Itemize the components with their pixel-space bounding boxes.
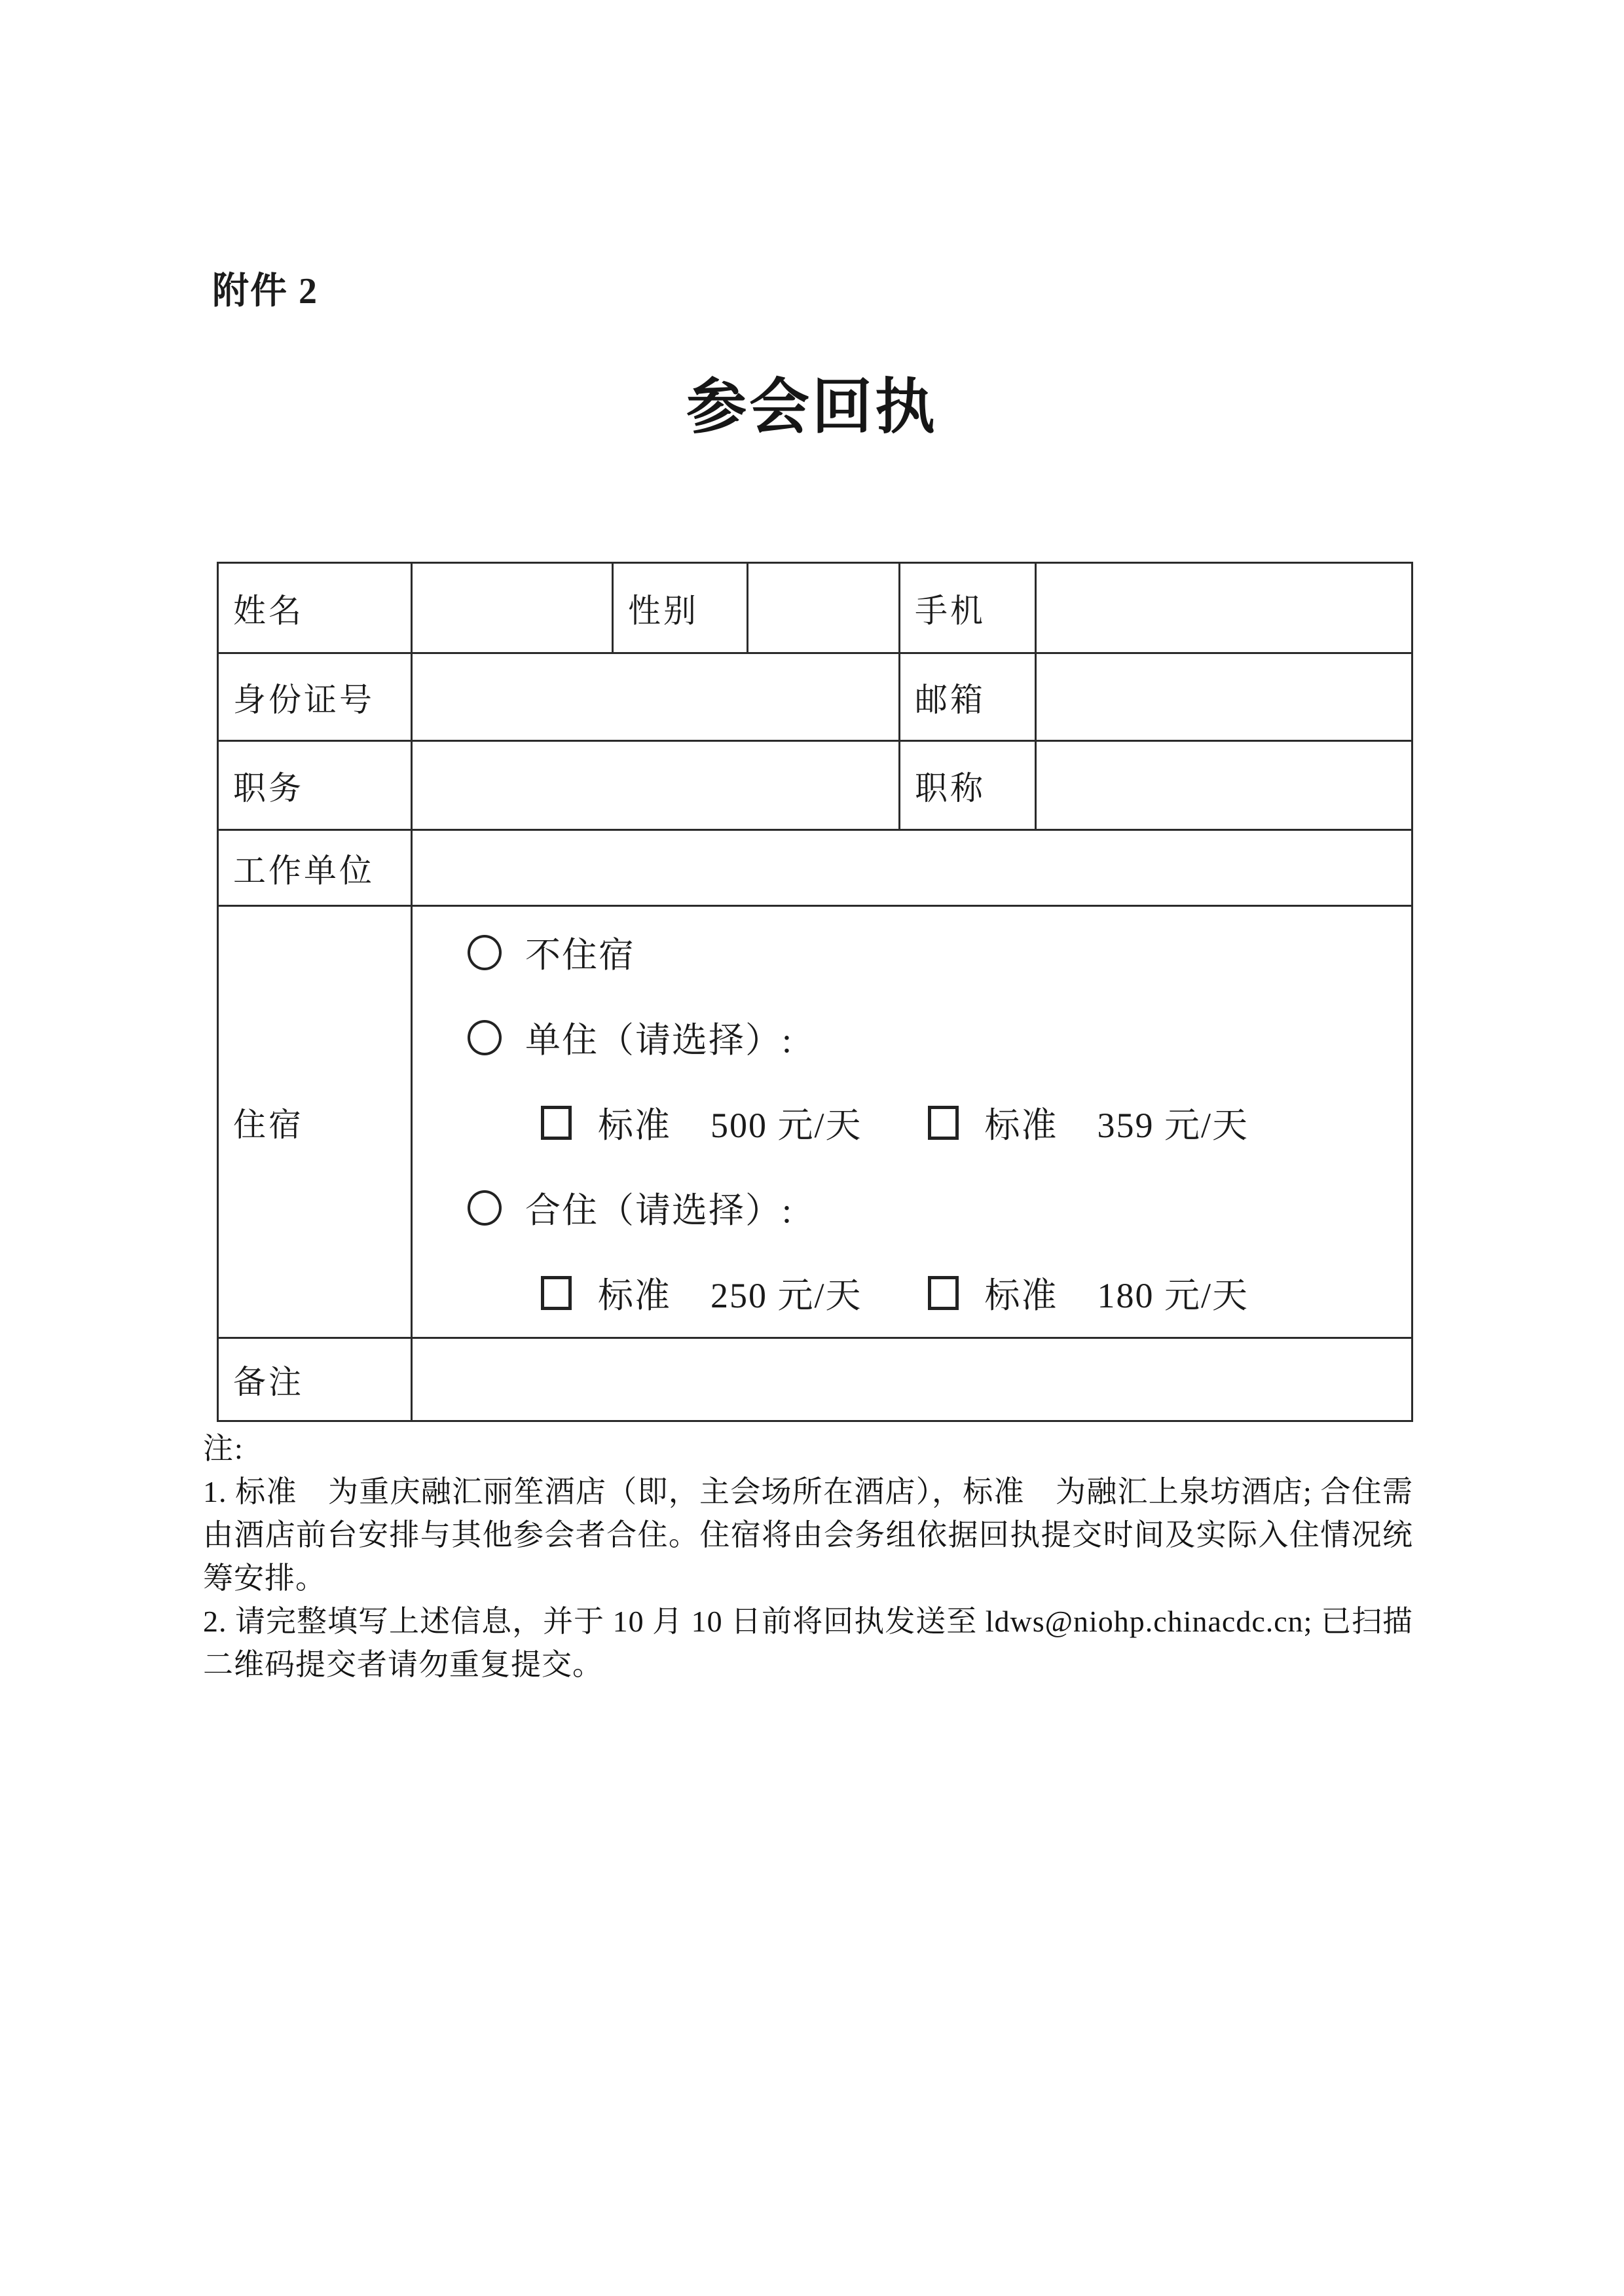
position-label: 职务 [218,741,412,830]
choice-price: 180 元/天 [1097,1276,1249,1315]
page-title: 参会回执 [686,374,938,441]
mobile-input-cell[interactable] [1036,563,1412,653]
option-shared [468,1165,1411,1250]
email-input-cell[interactable] [1036,653,1412,741]
checkbox-icon[interactable] [541,1106,572,1140]
mobile-label: 手机 [900,563,1036,653]
option-single [468,995,1411,1080]
checkbox-icon[interactable] [928,1276,959,1310]
checkbox-icon[interactable] [928,1106,959,1140]
choice-price: 250 元/天 [710,1276,862,1315]
option-single-label: 单住（请选择）: [525,1021,794,1060]
notes-heading: 注: [203,1432,244,1465]
choice-label: 标准 [598,1106,671,1145]
id-number-input-cell[interactable] [412,653,900,741]
single-choice-500 [541,1097,862,1148]
option-no-stay [468,910,1411,995]
choice-label: 标准 [984,1276,1058,1315]
shared-choice-180 [928,1267,1249,1318]
radio-icon[interactable] [468,1020,502,1055]
gender-input-cell[interactable] [748,563,900,653]
notes-item-2: 2. 请完整填写上述信息，并于 10 月 10 日前将回执发送至 ldws@niohp.chinacdc.cn; 已扫描二维码提交者请勿重复提交。 [203,1605,1413,1681]
attachment-label: 附件 2 [212,271,318,312]
single-choice-359 [928,1097,1249,1148]
shared-choices-line [541,1250,1411,1336]
shared-choice-250 [541,1267,862,1318]
gender-label: 性别 [613,563,748,653]
work-unit-input-cell[interactable] [412,830,1412,906]
radio-icon[interactable] [468,1190,502,1226]
table-row [218,653,1412,741]
radio-icon[interactable] [468,935,502,970]
remarks-input-cell[interactable] [412,1338,1412,1421]
accommodation-options-cell [412,906,1412,1338]
id-number-label: 身份证号 [218,653,412,741]
option-shared-label: 合住（请选择）: [525,1191,794,1230]
choice-price: 359 元/天 [1097,1106,1249,1145]
name-input-cell[interactable] [412,563,613,653]
table-row [218,741,1412,830]
name-label: 姓名 [218,563,412,653]
notes-item-1: 1. 标准 为重庆融汇丽笙酒店（即，主会场所在酒店），标准 为融汇上泉坊酒店; 合住需由酒店前台安排与其他参会者合住。住宿将由会务组依据回执提交时间及实际入住情况统筹安排。 [203,1475,1413,1595]
choice-label: 标准 [984,1106,1058,1145]
notes-section [203,1427,1413,1686]
table-row [218,1338,1412,1421]
checkbox-icon[interactable] [541,1276,572,1310]
accommodation-label: 住宿 [218,906,412,1338]
email-label: 邮箱 [900,653,1036,741]
table-row [218,830,1412,906]
job-title-input-cell[interactable] [1036,741,1412,830]
job-title-label: 职称 [900,741,1036,830]
remarks-label: 备注 [218,1338,412,1421]
choice-label: 标准 [598,1276,671,1315]
table-row [218,563,1412,653]
position-input-cell[interactable] [412,741,900,830]
option-no-stay-label: 不住宿 [525,936,635,975]
table-row [218,906,1412,1338]
choice-price: 500 元/天 [710,1106,862,1145]
reply-form-table [217,562,1413,1422]
work-unit-label: 工作单位 [218,830,412,906]
single-choices-line [541,1080,1411,1165]
